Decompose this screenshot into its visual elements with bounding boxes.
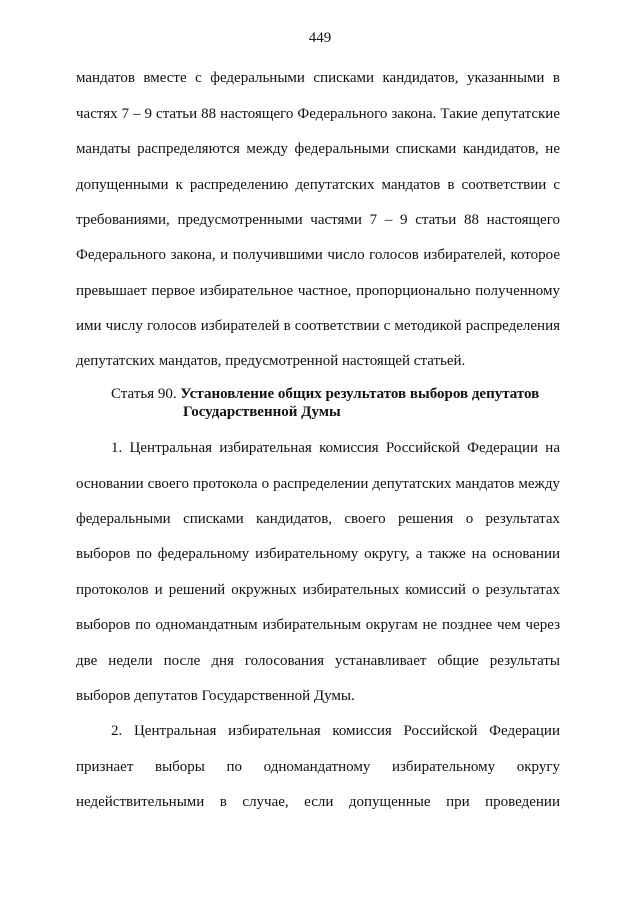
text-line: ими числу голосов избирателей в соответствии с методикой распределения — [76, 318, 560, 334]
article-title-part-2: Государственной Думы — [183, 404, 341, 420]
article-title-part-1: Установление общих результатов выборов депутатов — [180, 386, 540, 402]
text-line: допущенными к распределению депутатских мандатов в соответствии с — [76, 177, 560, 193]
text-line: две недели после дня голосования устанавливает общие результаты — [76, 653, 560, 669]
text-line: превышает первое избирательное частное, пропорционально полученному — [76, 283, 560, 299]
text-line: мандаты распределяются между федеральными списками кандидатов, не — [76, 141, 560, 157]
text-line: депутатских мандатов, предусмотренной настоящей статьей. — [76, 353, 466, 369]
article-heading-line-1 — [111, 384, 539, 404]
text-line: 1. Центральная избирательная комиссия Российской Федерации на — [111, 440, 560, 456]
text-line: основании своего протокола о распределении депутатских мандатов между — [76, 476, 560, 492]
text-line: 2. Центральная избирательная комиссия Российской Федерации — [111, 723, 560, 739]
text-line: признает выборы по одномандатному избирательному округу — [76, 759, 560, 775]
text-line: выборов депутатов Государственной Думы. — [76, 688, 355, 704]
text-line: частях 7 – 9 статьи 88 настоящего Федерального закона. Такие депутатские — [76, 106, 560, 122]
text-line: мандатов вместе с федеральными списками кандидатов, указанными в — [76, 70, 560, 86]
text-line: выборов по федеральному избирательному округу, а также на основании — [76, 546, 560, 562]
text-line: федеральными списками кандидатов, своего решения о результатах — [76, 511, 560, 527]
text-line: требованиями, предусмотренными частями 7 – 9 статьи 88 настоящего — [76, 212, 560, 228]
text-line: протоколов и решений окружных избирательных комиссий о результатах — [76, 582, 560, 598]
text-line: недействительными в случае, если допущенные при проведении — [76, 794, 560, 810]
page-number: 449 — [308, 30, 332, 46]
text-line: выборов по одномандатным избирательным округам не позднее чем через — [76, 617, 560, 633]
article-label: Статья 90. — [111, 386, 177, 402]
text-line: Федерального закона, и получившими число голосов избирателей, которое — [76, 247, 560, 263]
